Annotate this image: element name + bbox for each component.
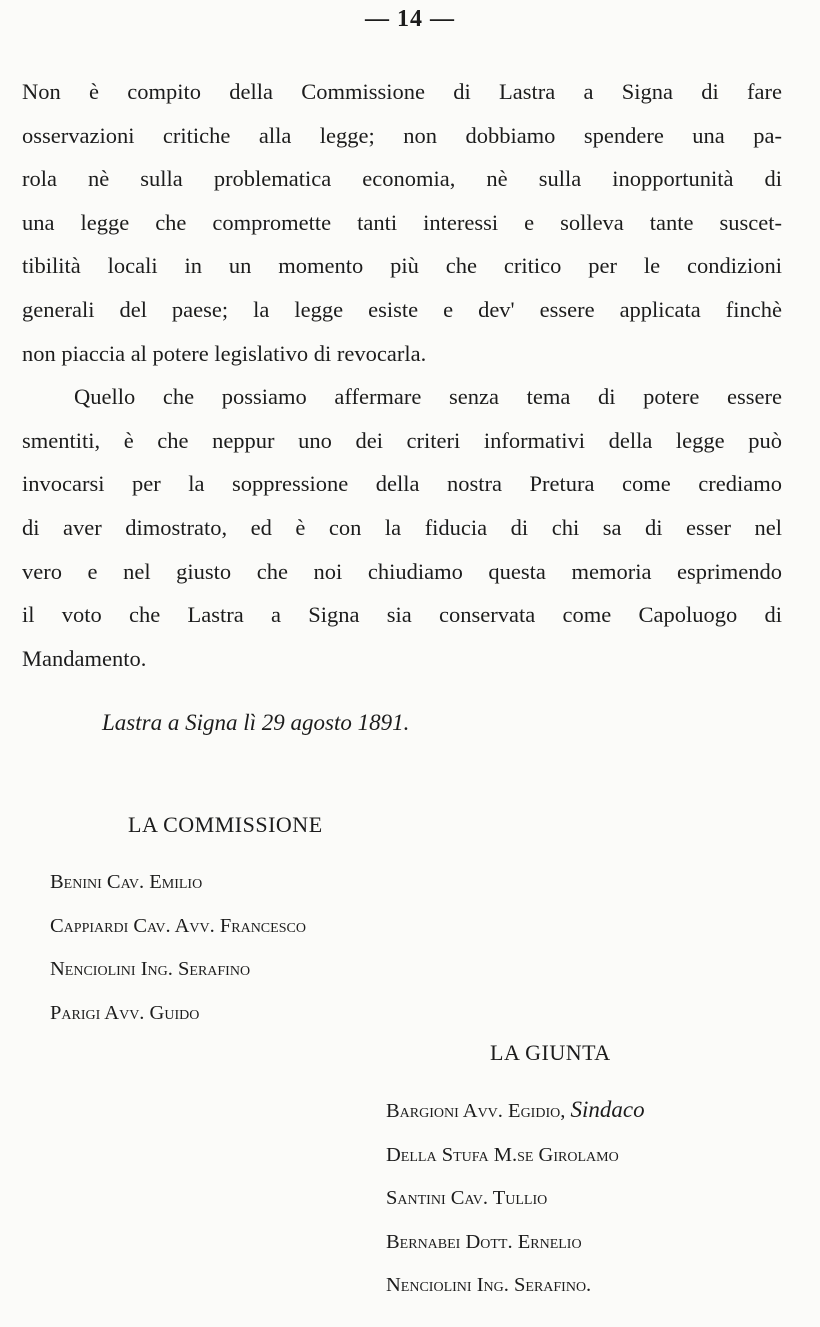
body-line: smentiti, è che neppur uno dei criteri informativi della legge può bbox=[22, 427, 782, 453]
giunta-member-name: Della Stufa M.se Girolamo bbox=[386, 1143, 619, 1166]
body-line: invocarsi per la soppressione della nostra Pretura come crediamo bbox=[22, 471, 782, 497]
dateline: Lastra a Signa lì 29 agosto 1891. bbox=[102, 710, 410, 735]
giunta-member bbox=[386, 1088, 645, 1134]
body-line: Mandamento. bbox=[22, 645, 147, 671]
body-line: osservazioni critiche alla legge; non dobbiamo spendere una pa- bbox=[22, 122, 782, 148]
giunta-member-name: Nenciolini Ing. Serafino. bbox=[386, 1274, 592, 1296]
body-line: non piaccia al potere legislativo di revocarla. bbox=[22, 340, 427, 366]
body-text bbox=[22, 70, 782, 680]
giunta-member-name: Bargioni Avv. Egidio, bbox=[386, 1100, 566, 1122]
giunta-member-role: Sindaco bbox=[570, 1097, 645, 1122]
body-line: tibilità locali in un momento più che critico per le condizioni bbox=[22, 253, 782, 279]
body-line: di aver dimostrato, ed è con la fiducia di chi sa di esser nel bbox=[22, 514, 782, 540]
commissione-member: Nenciolini Ing. Serafino bbox=[50, 958, 251, 980]
body-line: una legge che compromette tanti interessi e solleva tante suscet- bbox=[22, 209, 782, 235]
giunta-title: LA GIUNTA bbox=[490, 1040, 611, 1065]
body-line: Quello che possiamo affermare senza tema di potere essere bbox=[74, 384, 782, 410]
body-line: Non è compito della Commissione di Lastra a Signa di fare bbox=[22, 79, 782, 104]
body-line: rola nè sulla problematica economia, nè sulla inopportunità di bbox=[22, 166, 782, 192]
commissione-members bbox=[50, 861, 306, 1035]
commissione-member: Cappiardi Cav. Avv. Francesco bbox=[50, 914, 306, 937]
commissione-member: Parigi Avv. Guido bbox=[50, 1001, 200, 1024]
commissione-title: LA COMMISSIONE bbox=[128, 812, 323, 837]
giunta-members bbox=[386, 1088, 645, 1308]
body-line: il voto che Lastra a Signa sia conservata come Capoluogo di bbox=[22, 602, 782, 628]
giunta-member-name: Santini Cav. Tullio bbox=[386, 1187, 548, 1209]
page-number: — 14 — bbox=[365, 6, 455, 32]
body-line: vero e nel giusto che noi chiudiamo questa memoria esprimendo bbox=[22, 558, 782, 584]
commissione-member: Benini Cav. Emilio bbox=[50, 871, 203, 893]
body-line: generali del paese; la legge esiste e dev' essere applicata finchè bbox=[22, 296, 782, 322]
giunta-member-name: Bernabei Dott. Ernelio bbox=[386, 1230, 582, 1253]
